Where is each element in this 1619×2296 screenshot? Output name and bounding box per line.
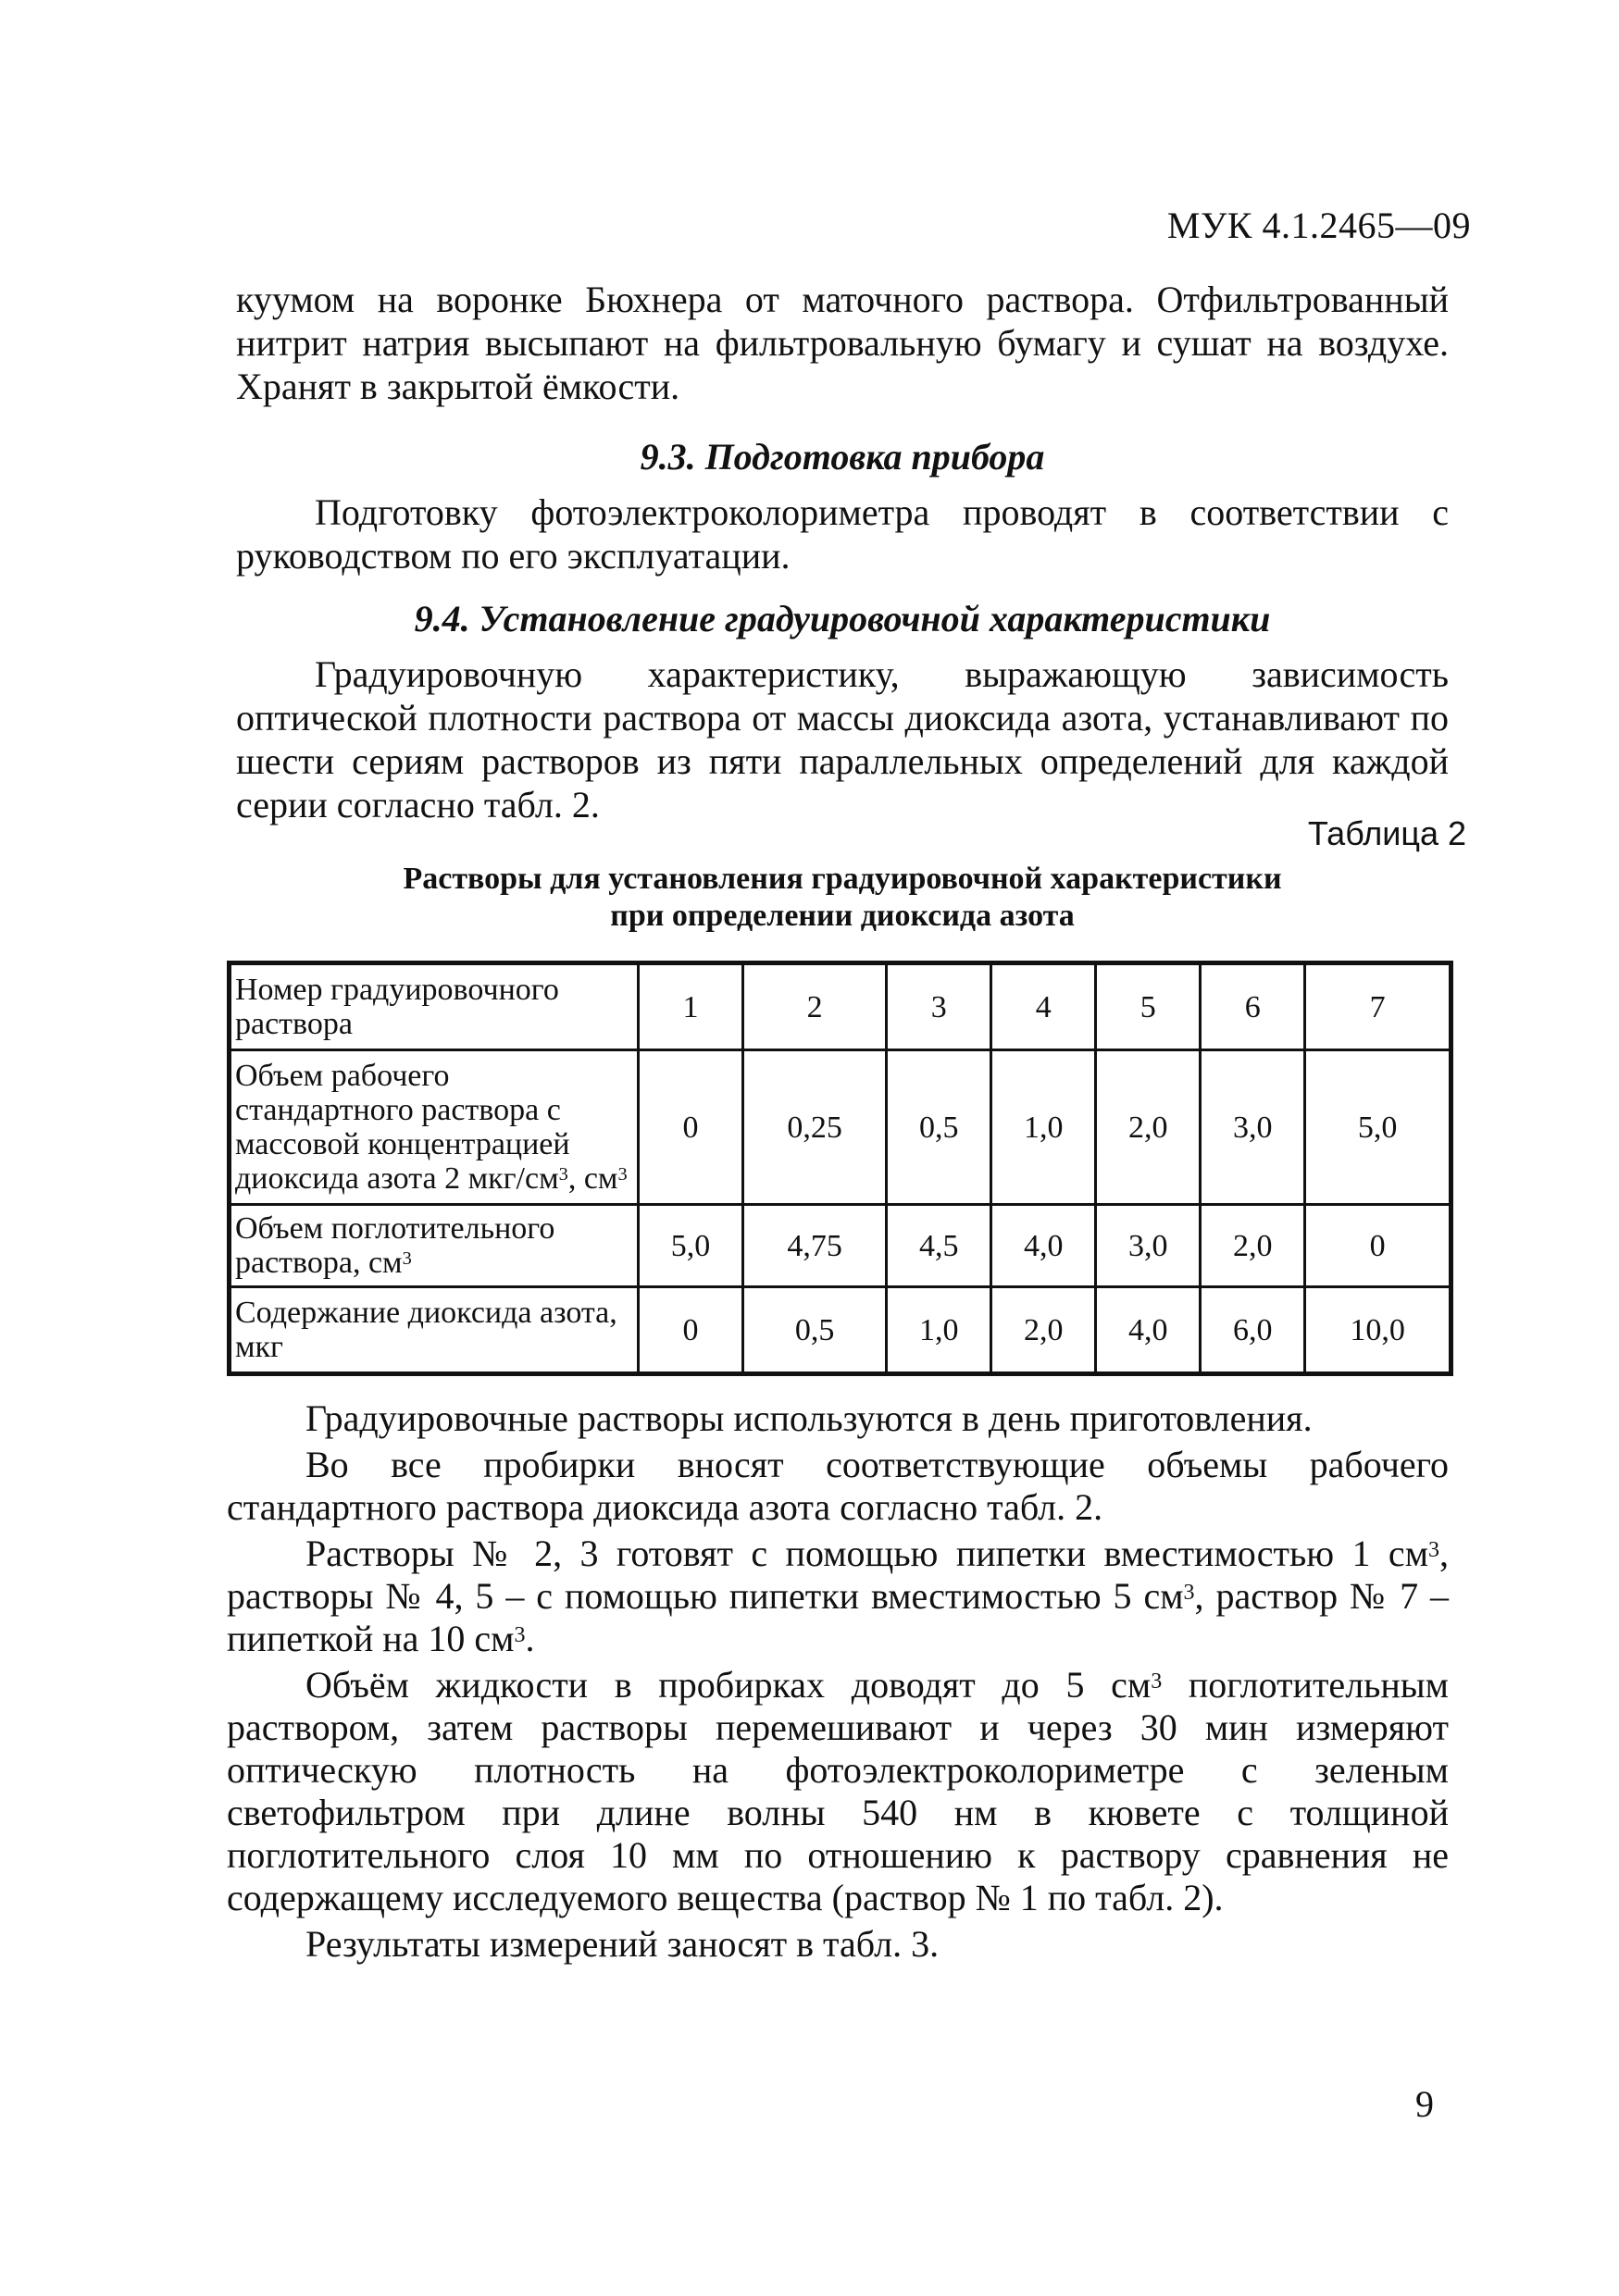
table-cell: 4,0	[991, 1205, 1096, 1287]
section-9-4-title: 9.4. Установление градуировочной характеристики	[414, 598, 1271, 639]
table-cell: 5,0	[1305, 1050, 1451, 1205]
table-row	[230, 1287, 1451, 1374]
section-9-4-paragraph: Градуировочную характеристику, выражающую зависимость оптической плотности раствора от массы диоксида азота, устанавливают по шести сериям растворов из пяти параллельных определений для каждой серии согласно табл. 2.	[236, 653, 1449, 825]
table-cell: 3,0	[1201, 1050, 1305, 1205]
table-row	[230, 1205, 1451, 1287]
row-header: Номер градуировочного раствора	[230, 963, 639, 1050]
row-header: Содержание диоксида азота, мкг	[230, 1287, 639, 1374]
paragraph: Растворы № 2, 3 готовят с помощью пипетки вместимостью 1 $см^3$, растворы № 4, 5 – с помощью пипетки вместимостью 5 $см^3$, раствор № 7 – пипеткой на 10 $см^3$.	[227, 1533, 1450, 1659]
table-title: Растворы для установления градуировочной характеристики при определении диоксида азота	[403, 862, 1282, 933]
document-id: МУК 4.1.2465—09	[1166, 205, 1471, 246]
table-cell: 7	[1305, 963, 1451, 1050]
table-cell: 0,25	[743, 1050, 887, 1205]
row-header: Объем рабочего стандартного раствора с массовой концентрацией диоксида азота 2 мкг/$см^3$, $см^3$	[230, 1050, 639, 1205]
post-table-text	[227, 1397, 1449, 1969]
table-cell: 0	[1305, 1205, 1451, 1287]
paragraph: Во все пробирки вносят соответствующие объемы рабочего стандартного раствора диоксида азота согласно табл. 2.	[227, 1444, 1449, 1528]
paragraph: Результаты измерений заносят в табл. 3.	[305, 1923, 940, 1965]
table-cell: 0	[639, 1050, 743, 1205]
table-cell: 3	[887, 963, 991, 1050]
table-row	[230, 963, 1451, 1050]
calibration-table	[227, 961, 1453, 1376]
table-cell: 0	[639, 1287, 743, 1374]
table-cell: 4	[991, 963, 1096, 1050]
table-cell: 3,0	[1096, 1205, 1201, 1287]
table-cell: 1,0	[887, 1287, 991, 1374]
table-cell: 6	[1201, 963, 1305, 1050]
table-cell: 0,5	[887, 1050, 991, 1205]
paragraph: Объём жидкости в пробирках доводят до 5 $см^3$ поглотительным раствором, затем растворы перемешивают и через 30 мин измеряют оптическую плотность на фотоэлектроколориметре с зеленым светофильтром при длине волны 540 нм в кювете с толщиной поглотительного слоя 10 мм по отношению к раствору сравнения не содержащему исследуемого вещества (раствор № 1 по табл. 2).	[227, 1664, 1449, 1918]
paragraph: Градуировочные растворы используются в день приготовления.	[305, 1397, 1313, 1439]
table-cell: 4,75	[743, 1205, 887, 1287]
page-number: 9	[1415, 2083, 1434, 2125]
row-header: Объем поглотительного раствора, $см^3$	[230, 1205, 639, 1287]
table-cell: 4,5	[887, 1205, 991, 1287]
section-9-3-title: 9.3. Подготовка прибора	[640, 436, 1045, 478]
table-cell: 0,5	[743, 1287, 887, 1374]
table-cell: 2,0	[1096, 1050, 1201, 1205]
table-cell: 5	[1096, 963, 1201, 1050]
table-cell: 2,0	[1201, 1205, 1305, 1287]
table-cell: 5,0	[639, 1205, 743, 1287]
table-caption: Таблица 2	[1307, 814, 1466, 852]
table-cell: 10,0	[1305, 1287, 1451, 1374]
table-cell: 1,0	[991, 1050, 1096, 1205]
intro-paragraph: куумом на воронке Бюхнера от маточного раствора. Отфильтрованный нитрит натрия высыпают на фильтровальную бумагу и сушат на воздухе. Хранят в закрытой ёмкости.	[236, 279, 1449, 407]
table-cell: 2,0	[991, 1287, 1096, 1374]
table-cell: 2	[743, 963, 887, 1050]
table-cell: 4,0	[1096, 1287, 1201, 1374]
table-cell: 1	[639, 963, 743, 1050]
table-cell: 6,0	[1201, 1287, 1305, 1374]
table-row	[230, 1050, 1451, 1205]
section-9-3-paragraph: Подготовку фотоэлектроколориметра проводят в соответствии с руководством по его эксплуатации.	[236, 491, 1449, 577]
